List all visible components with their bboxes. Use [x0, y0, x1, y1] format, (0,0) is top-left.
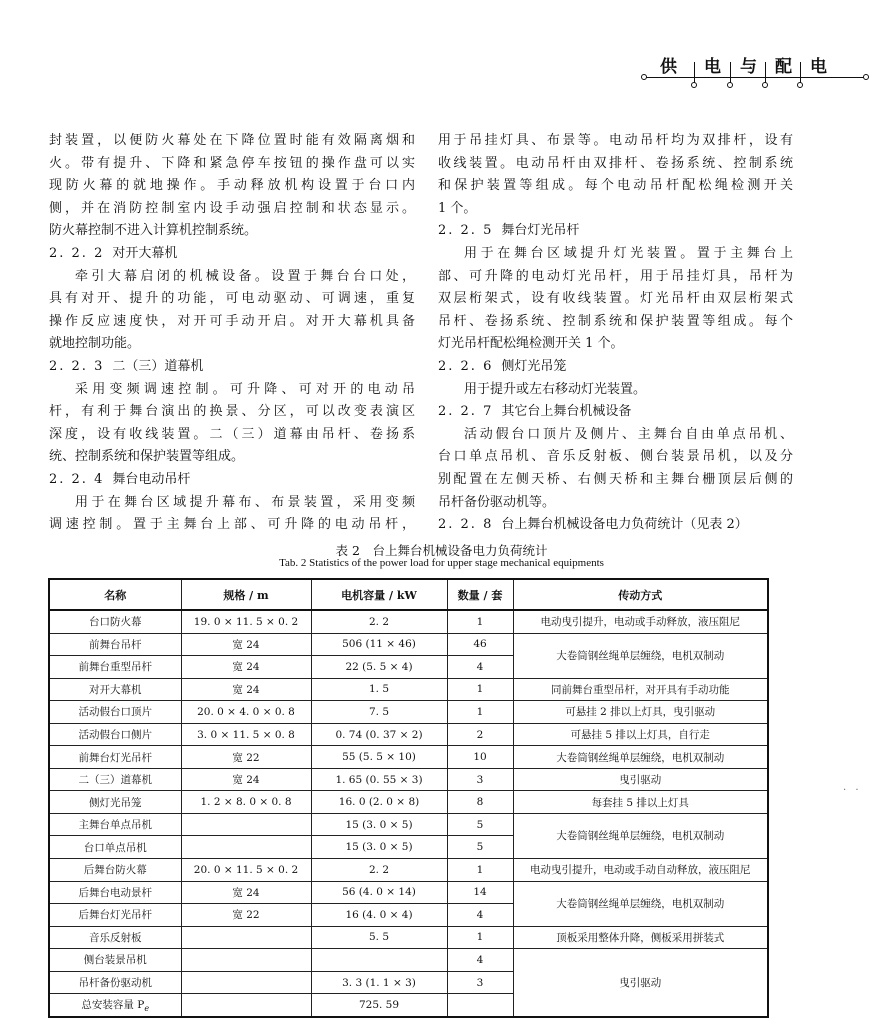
table-cell: 宽 24 [181, 656, 311, 679]
text-line: 收线装置。电动吊杆由双排杆、卷扬系统、控制系统 [438, 155, 793, 171]
table-cell: 前舞台重型吊杆 [49, 656, 181, 679]
column-header: 电机容量 / kW [311, 579, 447, 610]
text-line: 用于吊挂灯具、布景等。电动吊杆均为双排杆，设有 [438, 133, 793, 148]
text-line: 火。带有提升、下降和紧急停车按钮的操作盘可以实 [49, 155, 415, 171]
table-cell: 15 (3. 0 × 5) [311, 836, 447, 859]
table-cell: 音乐反射板 [49, 926, 181, 949]
table-cell: 4 [447, 656, 513, 679]
text-line: 和保护装置等组成。每个电动吊杆配松绳检测开关 [438, 178, 793, 194]
table-cell: 宽 24 [181, 678, 311, 701]
table-cell [181, 971, 311, 994]
table-cell: 506 (11 × 46) [311, 633, 447, 656]
section-heading [49, 243, 415, 266]
header-dot [727, 82, 733, 88]
table-cell [49, 994, 181, 1017]
header-separator [765, 62, 766, 84]
table-cell: 1 [447, 610, 513, 633]
table-row [49, 949, 768, 972]
text-line: 双层桁架式，设有收线装置。灯光吊杆由双层桁架式 [438, 291, 793, 307]
section-number: 2. 2. 4 [49, 471, 105, 487]
table-cell: 对开大幕机 [49, 678, 181, 701]
table-row [49, 768, 768, 791]
section-number: 2. 2. 3 [49, 358, 105, 374]
table-cell: 大卷筒钢丝绳单层缠绕，电机双制动 [513, 746, 768, 769]
table-row [49, 926, 768, 949]
table-cell: 前舞台灯光吊杆 [49, 746, 181, 769]
text-line: 深度，设有收线装置。二（三）道幕由吊杆、卷扬系 [49, 426, 415, 442]
text-line: 1 个。 [438, 200, 477, 216]
table-row [49, 633, 768, 656]
table-cell: 2. 2 [311, 859, 447, 882]
column-header: 规格 / m [181, 579, 311, 610]
right-column [438, 130, 793, 537]
table-header-row [49, 579, 768, 610]
header-char: 配 [775, 57, 792, 77]
table-cell: 5 [447, 813, 513, 836]
text-line: 吊杆备份驱动机等。 [438, 494, 556, 510]
section-title: 舞台电动吊杆 [112, 471, 191, 487]
table-cell: 4 [447, 904, 513, 927]
total-label: 总安装容量 P [81, 999, 145, 1012]
table-cell: 顶板采用整体升降，侧板采用拼装式 [513, 926, 768, 949]
table-cell: 吊杆备份驱动机 [49, 971, 181, 994]
column-header: 名称 [49, 579, 181, 610]
table-cell [181, 836, 311, 859]
table-cell: 活动假台口顶片 [49, 701, 181, 724]
header-dot [641, 74, 647, 80]
table-cell: 电动曳引提升，电动或手动释放，液压阻尼 [513, 610, 768, 633]
table-cell: 可悬挂 2 排以上灯具，曳引驱动 [513, 701, 768, 724]
table-cell: 可悬挂 5 排以上灯具，自行走 [513, 723, 768, 746]
header-char: 电 [704, 57, 721, 77]
table-cell: 725. 59 [311, 994, 447, 1017]
header-title [0, 57, 883, 81]
header-char: 供 [660, 57, 677, 77]
table-cell: 2. 2 [311, 610, 447, 633]
header-dot [762, 82, 768, 88]
section-heading [438, 220, 793, 243]
text-line: 防火幕控制不进入计算机控制系统。 [49, 223, 258, 239]
table-cell: 19. 0 × 11. 5 × 0. 2 [181, 610, 311, 633]
table-row [49, 791, 768, 814]
section-heading [438, 401, 793, 424]
header-dot [863, 74, 869, 80]
table-cell [447, 994, 513, 1017]
table-cell: 主舞台单点吊机 [49, 813, 181, 836]
table-caption-zh: 表 2 台上舞台机械设备电力负荷统计 [335, 543, 548, 558]
text-line: 用于在舞台区域提升幕布、布景装置，采用变频 [75, 494, 415, 510]
table-cell: 5 [447, 836, 513, 859]
left-column [49, 130, 415, 537]
table-cell: 4 [447, 949, 513, 972]
header-dot [797, 82, 803, 88]
text-line: 调速控制。置于主舞台上部、可升降的电动吊杆， [49, 517, 415, 533]
header-separator [694, 62, 695, 84]
table-cell: 1 [447, 926, 513, 949]
section-number: 2. 2. 7 [438, 404, 494, 420]
table-cell: 后舞台防火幕 [49, 859, 181, 882]
table-cell: 宽 24 [181, 881, 311, 904]
table-cell: 56 (4. 0 × 14) [311, 881, 447, 904]
table-cell: 3 [447, 971, 513, 994]
power-load-table [48, 578, 769, 1018]
table-cell: 5. 5 [311, 926, 447, 949]
header-char: 与 [740, 57, 757, 77]
section-title: 舞台灯光吊杆 [501, 223, 580, 239]
section-title: 二（三）道幕机 [112, 358, 204, 374]
table-cell: 0. 74 (0. 37 × 2) [311, 723, 447, 746]
table-cell: 大卷筒钢丝绳单层缠绕，电机双制动 [513, 881, 768, 926]
table-cell [181, 813, 311, 836]
section-title: 台上舞台机械设备电力负荷统计（见表 2） [501, 517, 748, 533]
table-cell: 16. 0 (2. 0 × 8) [311, 791, 447, 814]
table-cell: 宽 22 [181, 746, 311, 769]
table-cell: 前舞台吊杆 [49, 633, 181, 656]
table-cell: 台口单点吊机 [49, 836, 181, 859]
table-cell: 每套挂 5 排以上灯具 [513, 791, 768, 814]
header-separator [800, 62, 801, 84]
column-header: 数量 / 套 [447, 579, 513, 610]
text-line: 操作反应速度快，对开可手动开启。对开大幕机具备 [49, 313, 415, 329]
table-caption-en: Tab. 2 Statistics of the power load for upper stage mechanical equipments [279, 557, 604, 569]
table-cell: 电动曳引提升，电动或手动自动释放，液压阻尼 [513, 859, 768, 882]
section-title: 侧灯光吊笼 [501, 358, 567, 374]
table-cell: 10 [447, 746, 513, 769]
section-number: 2. 2. 2 [49, 245, 105, 261]
text-line: 灯光吊杆配松绳检测开关 1 个。 [438, 336, 624, 352]
text-line: 采用变频调速控制。可升降、可对开的电动吊 [75, 381, 415, 397]
table-cell: 1. 5 [311, 678, 447, 701]
section-title: 其它台上舞台机械设备 [501, 404, 632, 420]
table-cell: 20. 0 × 11. 5 × 0. 2 [181, 859, 311, 882]
table-cell [181, 994, 311, 1017]
section-number: 2. 2. 8 [438, 517, 494, 533]
table-cell: 后舞台灯光吊杆 [49, 904, 181, 927]
table-cell: 后舞台电动景杆 [49, 881, 181, 904]
section-title: 对开大幕机 [112, 245, 178, 261]
table-cell: 宽 24 [181, 768, 311, 791]
table-cell: 22 (5. 5 × 4) [311, 656, 447, 679]
table-row [49, 701, 768, 724]
table-row [49, 813, 768, 836]
table-cell: 3. 0 × 11. 5 × 0. 8 [181, 723, 311, 746]
table-cell [181, 949, 311, 972]
text-line: 封装置，以便防火幕处在下降位置时能有效隔离烟和 [49, 133, 415, 148]
text-line: 别配置在左侧天桥、右侧天桥和主舞台栅顶层后侧的 [438, 471, 793, 487]
text-line: 活动假台口顶片及侧片、主舞台自由单点吊机、 [464, 426, 793, 442]
header-dot [691, 82, 697, 88]
header-char: 电 [810, 57, 827, 77]
text-line: 用于在舞台区域提升灯光装置。置于主舞台上 [464, 245, 793, 261]
table-cell: 同前舞台重型吊杆，对开具有手动功能 [513, 678, 768, 701]
total-subscript: e [144, 1004, 150, 1014]
table-cell: 台口防火幕 [49, 610, 181, 633]
table-cell: 曳引驱动 [513, 949, 768, 1017]
table-cell: 3. 3 (1. 1 × 3) [311, 971, 447, 994]
table-cell: 曳引驱动 [513, 768, 768, 791]
table-cell: 8 [447, 791, 513, 814]
table-cell: 16 (4. 0 × 4) [311, 904, 447, 927]
section-heading [438, 514, 793, 537]
table-cell: 宽 24 [181, 633, 311, 656]
section-number: 2. 2. 6 [438, 358, 494, 374]
table-cell [181, 926, 311, 949]
text-line: 台口单点吊机、音乐反射板、侧台装景吊机，以及分 [438, 449, 793, 465]
table-cell: 7. 5 [311, 701, 447, 724]
text-line: 杆，有利于舞台演出的换景、分区，可以改变表演区 [49, 404, 415, 420]
text-line: 侧，并在消防控制室内设手动强启控制和状态显示。 [49, 200, 415, 216]
table-cell: 2 [447, 723, 513, 746]
section-heading [438, 356, 793, 379]
section-heading [49, 356, 415, 379]
text-line: 就地控制功能。 [49, 336, 141, 352]
table-cell: 宽 22 [181, 904, 311, 927]
table-row [49, 881, 768, 904]
table-cell: 14 [447, 881, 513, 904]
text-line: 具有对开、提升的功能，可电动驱动、可调速，重复 [49, 291, 415, 307]
table-cell: 1 [447, 701, 513, 724]
table-cell: 活动假台口侧片 [49, 723, 181, 746]
text-line: 现防火幕的就地操作。手动释放机构设置于台口内 [49, 178, 415, 194]
table-cell: 大卷筒钢丝绳单层缠绕，电机双制动 [513, 813, 768, 858]
table-cell: 二（三）道幕机 [49, 768, 181, 791]
margin-mark: . . [843, 782, 862, 793]
table-row [49, 723, 768, 746]
section-heading [49, 469, 415, 492]
table-cell: 大卷筒钢丝绳单层缠绕，电机双制动 [513, 633, 768, 678]
column-header: 传动方式 [513, 579, 768, 610]
table-cell: 1 [447, 859, 513, 882]
text-line: 统、控制系统和保护装置等组成。 [49, 449, 245, 465]
text-line: 用于提升或左右移动灯光装置。 [464, 381, 647, 397]
table-row [49, 678, 768, 701]
table-cell: 1 [447, 678, 513, 701]
header-separator [730, 62, 731, 84]
table-cell: 3 [447, 768, 513, 791]
table-cell: 46 [447, 633, 513, 656]
table-cell: 侧台装景吊机 [49, 949, 181, 972]
table-cell: 15 (3. 0 × 5) [311, 813, 447, 836]
table-row [49, 746, 768, 769]
table-cell: 1. 2 × 8. 0 × 0. 8 [181, 791, 311, 814]
table-cell: 1. 65 (0. 55 × 3) [311, 768, 447, 791]
table-cell: 20. 0 × 4. 0 × 0. 8 [181, 701, 311, 724]
table-cell [311, 949, 447, 972]
table-cell: 侧灯光吊笼 [49, 791, 181, 814]
section-number: 2. 2. 5 [438, 223, 494, 239]
table-row [49, 859, 768, 882]
table-cell: 55 (5. 5 × 10) [311, 746, 447, 769]
text-line: 部、可升降的电动灯光吊杆，用于吊挂灯具，吊杆为 [438, 268, 793, 284]
text-line: 吊杆、卷扬系统、控制系统和保护装置等组成。每个 [438, 313, 793, 329]
table-row [49, 610, 768, 633]
text-line: 牵引大幕启闭的机械设备。设置于舞台台口处， [75, 268, 415, 284]
